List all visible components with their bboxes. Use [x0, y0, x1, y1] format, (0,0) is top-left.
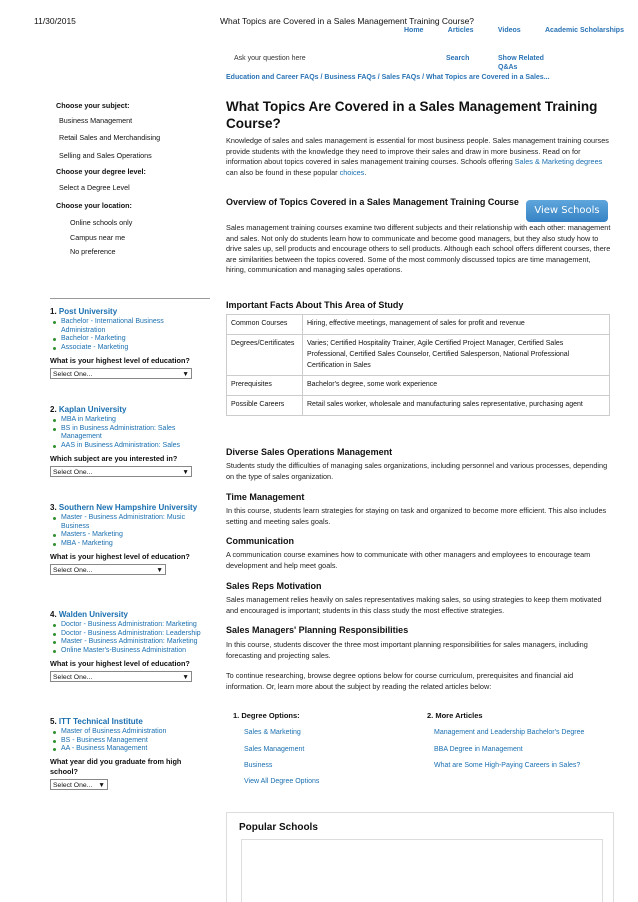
school-link[interactable]: Walden University	[58, 610, 128, 619]
program-item[interactable]: MBA - Marketing	[53, 540, 208, 549]
program-item[interactable]: Doctor - Business Administration: Leadership	[53, 630, 208, 639]
school-card	[50, 307, 208, 379]
article-link[interactable]: Management and Leadership Bachelor's Degree	[434, 729, 585, 737]
school-name: 4. Walden University	[50, 610, 128, 619]
smp-paragraph: In this course, students discover the three most important planning responsibilities for sales managers, including forecasting and projecting sales.	[226, 640, 588, 660]
article-title: What Topics Are Covered in a Sales Management Training Course?	[226, 99, 598, 131]
school-card	[50, 717, 208, 790]
print-page-title: What Topics are Covered in a Sales Management Training Course?	[220, 16, 475, 26]
print-date: 11/30/2015	[34, 16, 76, 26]
program-item[interactable]: AA - Business Management	[53, 745, 208, 754]
degree-options: 1. Degree Options: Sales & Marketing Sales Management Business View All Degree Options	[233, 711, 320, 786]
program-item[interactable]: BS in Business Administration: Sales Management	[53, 425, 208, 443]
program-item[interactable]: Master - Business Administration: Music Business	[53, 514, 208, 532]
smp-heading: Sales Managers' Planning Responsibilities	[226, 625, 409, 635]
subject-option[interactable]: Selling and Sales Operations	[59, 151, 152, 160]
question-input[interactable]: Ask your question here	[234, 55, 306, 62]
nav-home[interactable]: Home	[404, 27, 424, 34]
program-item[interactable]: Master - Business Administration: Marketing	[53, 638, 208, 647]
degree-link[interactable]: Sales & Marketing	[244, 729, 301, 737]
view-schools-button[interactable]: View Schools	[526, 200, 608, 222]
table-row: Possible Careers Retail sales worker, wholesale and manufacturing sales representative, purchasing agent	[227, 396, 610, 416]
search-button[interactable]: Search	[446, 55, 470, 62]
school-name: 3. Southern New Hampshire University	[50, 503, 198, 512]
school-link[interactable]: ITT Technical Institute	[58, 717, 143, 726]
school-name: 5. ITT Technical Institute	[50, 717, 143, 726]
sidebar-divider	[50, 298, 210, 299]
subject-label: Choose your subject:	[56, 101, 130, 110]
continue-paragraph: To continue researching, browse degree options below for course curriculum, prerequisites and financial aid information. Or, learn more about the subject by reading the related articles below:	[226, 671, 574, 691]
tm-heading: Time Management	[226, 492, 305, 502]
program-item[interactable]: Online Master's-Business Administration	[53, 647, 208, 656]
school-name: 2. Kaplan University	[50, 405, 127, 414]
school-name: 1. Post University	[50, 307, 118, 316]
comm-paragraph: A communication course examines how to communicate with other managers and employees to encourage team development and help meet goals.	[226, 550, 591, 570]
choices-link[interactable]: choices	[339, 167, 365, 177]
degree-level-label: Choose your degree level:	[56, 167, 146, 176]
degree-link[interactable]: Sales Management	[244, 745, 305, 753]
degree-level-select[interactable]: Select a Degree Level	[59, 183, 130, 192]
related-qa-button[interactable]: Show Related Q&As	[498, 55, 544, 72]
subject-option[interactable]: Retail Sales and Merchandising	[59, 133, 161, 142]
program-item[interactable]: Bachelor - Marketing	[53, 335, 208, 344]
srm-paragraph: Sales management relies heavily on sales representatives making sales, so using strategies to keep them motivated and encouraged is important; students in this class study the most effective strategies.	[226, 595, 602, 615]
school-question: What is your highest level of education?	[50, 551, 190, 561]
table-row: Degrees/Certificates Varies; Certified Hospitality Trainer, Agile Certified Project Manager, Certified Sales Professional, Certified Sales Counselor, Certified Salesperson, National Professional Certification in Sales	[227, 334, 610, 376]
school-card	[50, 503, 208, 575]
facts-heading: Important Facts About This Area of Study	[226, 300, 404, 310]
program-item[interactable]: Associate - Marketing	[53, 344, 208, 353]
dso-heading: Diverse Sales Operations Management	[226, 447, 393, 457]
popular-schools-panel	[226, 812, 614, 902]
sales-marketing-link[interactable]: Sales & Marketing degrees	[514, 157, 603, 167]
srm-heading: Sales Reps Motivation	[226, 581, 322, 591]
dso-paragraph: Students study the difficulties of managing sales organizations, including personnel and various processes, depending on the type of sales organization.	[226, 461, 608, 481]
program-item[interactable]: Master of Business Administration	[53, 728, 208, 737]
top-nav	[404, 26, 624, 35]
chevron-down-icon: ▼	[182, 673, 189, 681]
tm-paragraph: In this course, students learn strategies for staying on task and organized to become more efficient. This also includes setting and meeting sales goals.	[226, 506, 607, 526]
intro-paragraph: Knowledge of sales and sales management is essential for most business people. Sales management training courses provide students with the knowledge they need to improve their sales and draw in more business. Read on for information about topics covered in sales management training courses. Schools offering Sales & Marketing degrees can also be found in these popular choices.	[226, 136, 609, 177]
program-item[interactable]: Bachelor - International Business Administration	[53, 318, 208, 336]
overview-heading-wrap	[226, 196, 521, 208]
more-articles: 2. More Articles Management and Leadership Bachelor's Degree BBA Degree in Management What are Some High-Paying Careers in Sales?	[427, 711, 585, 769]
facts-heading-wrap	[226, 299, 612, 311]
school-link[interactable]: Post University	[58, 307, 118, 316]
chevron-down-icon: ▼	[156, 566, 163, 574]
question-bar	[234, 54, 564, 73]
location-option[interactable]: Online schools only	[70, 218, 133, 227]
school-question: What is your highest level of education?	[50, 355, 190, 365]
degree-link[interactable]: Business	[244, 762, 273, 769]
school-card	[50, 405, 208, 477]
nav-scholarships[interactable]: Academic Scholarships	[545, 27, 624, 34]
program-item[interactable]: Masters - Marketing	[53, 531, 208, 540]
school-link[interactable]: Kaplan University	[58, 405, 127, 414]
breadcrumb[interactable]: Education and Career FAQs / Business FAQs / Sales FAQs / What Topics are Covered in a Sales...	[226, 74, 550, 81]
subject-option[interactable]: Business Management	[59, 116, 133, 125]
program-item[interactable]: MBA in Marketing	[53, 416, 208, 425]
program-item[interactable]: BS - Business Management	[53, 737, 208, 746]
school-question: What year did you graduate from high school?	[50, 757, 182, 776]
school-select[interactable]: Select One... ▼	[50, 368, 192, 379]
program-item[interactable]: Doctor - Business Administration: Marketing	[53, 621, 208, 630]
chevron-down-icon: ▼	[98, 781, 105, 789]
nav-videos[interactable]: Videos	[497, 27, 521, 34]
table-row: Prerequisites Bachelor's degree, some work experience	[227, 376, 610, 396]
location-label: Choose your location:	[56, 201, 132, 210]
school-question: Which subject are you interested in?	[50, 453, 178, 463]
school-select[interactable]: Select One... ▼	[50, 779, 108, 790]
comm-heading: Communication	[226, 536, 295, 546]
school-link[interactable]: Southern New Hampshire University	[58, 503, 198, 512]
article-title-wrap	[226, 99, 612, 133]
chevron-down-icon: ▼	[182, 370, 189, 378]
article-link[interactable]: BBA Degree in Management	[434, 745, 523, 753]
popular-schools-title: Popular Schools	[239, 822, 318, 833]
nav-articles[interactable]: Articles	[447, 27, 474, 34]
school-select[interactable]: Select One... ▼	[50, 671, 192, 682]
popular-schools-box	[241, 839, 603, 902]
chevron-down-icon: ▼	[182, 468, 189, 476]
school-question: What is your highest level of education?	[50, 658, 190, 668]
school-card	[50, 610, 208, 682]
location-option[interactable]: No preference	[70, 247, 116, 256]
location-option[interactable]: Campus near me	[70, 233, 126, 242]
view-all-degrees-link[interactable]: View All Degree Options	[244, 778, 320, 786]
school-select[interactable]: Select One... ▼	[50, 564, 166, 575]
facts-table	[226, 314, 610, 416]
overview-heading: Overview of Topics Covered in a Sales Management Training Course	[226, 197, 519, 207]
article-link[interactable]: What are Some High-Paying Careers in Sales?	[434, 762, 581, 769]
table-row: Common Courses Hiring, effective meetings, management of sales for profit and revenue	[227, 315, 610, 335]
overview-paragraph: Sales management training courses examine two different subjects and their relationship with each other: management and sales. Not only do students learn how to communicate and become good managers, but they also study how to drive sales up, sell products and encourage others to sell products. Although each school offers different courses, there are similarities between the topics covered. Some of the most commonly discussed topics are time management, hiring, communication and managing sales operations.	[226, 223, 611, 275]
school-select[interactable]: Select One... ▼	[50, 466, 192, 477]
program-item[interactable]: AAS in Business Administration: Sales	[53, 442, 208, 451]
